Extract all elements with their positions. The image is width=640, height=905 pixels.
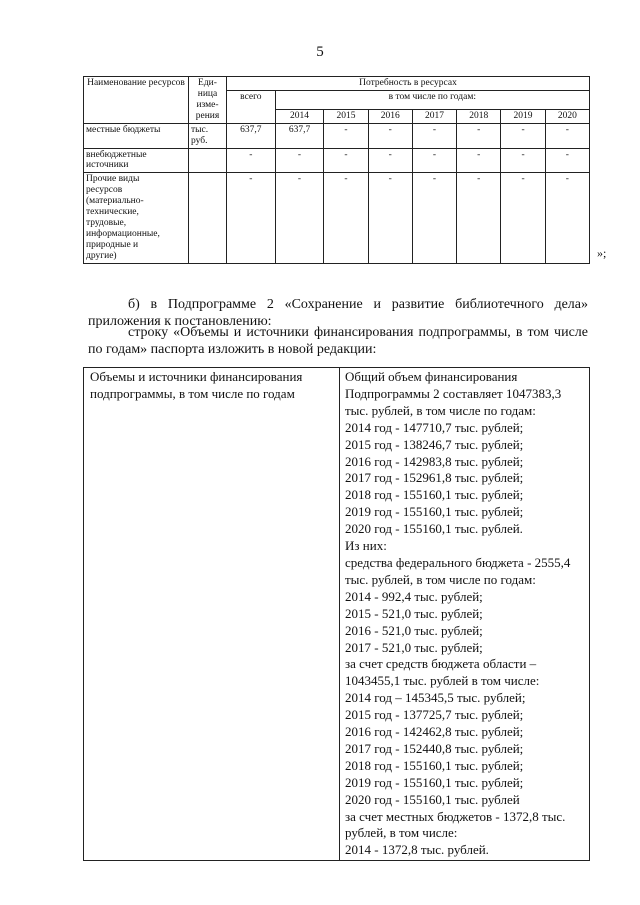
row-unit-cell	[189, 148, 227, 173]
financing-line: 2020 год - 155160,1 тыс. рублей.	[345, 521, 523, 537]
financing-line: 2014 год - 147710,7 тыс. рублей;	[345, 419, 524, 435]
financing-line: 2016 - 521,0 тыс. рублей;	[345, 622, 483, 638]
financing-line: 2014 год – 145345,5 тыс. рублей;	[345, 690, 526, 706]
financing-line: 2016 год - 142983,8 тыс. рублей;	[345, 453, 524, 469]
financing-label-cell: Объемы и источники финансирования подпрограммы, в том числе по годам	[84, 368, 340, 861]
financing-line: 2015 год - 137725,7 тыс. рублей;	[345, 707, 524, 723]
row-name-line: природные и	[86, 239, 139, 250]
financing-line: Общий объем финансирования	[345, 369, 518, 384]
financing-line: 2018 год - 155160,1 тыс. рублей;	[345, 757, 524, 773]
closing-quote: »;	[597, 246, 607, 260]
row-year-cell: -	[324, 123, 368, 148]
row-name-line: технические,	[86, 207, 139, 218]
paragraph-c: строку «Объемы и источники финансирования подпрограммы, в том числе по годам» паспорта изложить в новой редакции:	[88, 325, 588, 357]
row-year-cell: -	[457, 123, 501, 148]
financing-line: тыс. рублей, в том числе по годам:	[345, 571, 536, 587]
financing-table	[83, 367, 590, 861]
row-name-line: информационные,	[86, 228, 160, 239]
financing-line: 2014 - 992,4 тыс. рублей;	[345, 588, 483, 604]
row-year-cell: -	[368, 173, 412, 263]
row-year-cell: -	[275, 173, 324, 263]
header-unit-line: изме-	[196, 99, 219, 110]
header-years-cell: в том числе по годам:	[275, 90, 589, 109]
row-name-line: трудовые,	[86, 218, 127, 229]
financing-line: 2020 год - 155160,1 тыс. рублей	[345, 791, 520, 807]
row-year-cell: -	[412, 123, 456, 148]
row-year-cell: -	[501, 173, 545, 263]
row-name-line: источники	[86, 160, 129, 171]
resource-needs-table	[83, 76, 590, 264]
header-need-cell: Потребность в ресурсах	[227, 77, 590, 91]
table-header-row	[84, 77, 590, 91]
header-year-cell: 2018	[457, 109, 501, 123]
row-name-line: внебюджетные	[86, 149, 147, 160]
row-year-cell: -	[545, 148, 589, 173]
row-year-cell: -	[412, 148, 456, 173]
financing-line: Из них:	[345, 538, 387, 554]
row-name-cell	[84, 148, 189, 173]
row-name-line: ресурсов	[86, 185, 123, 196]
row-year-cell: -	[501, 123, 545, 148]
row-year-cell: -	[501, 148, 545, 173]
header-year-cell: 2014	[275, 109, 324, 123]
header-unit-line: ница	[197, 88, 218, 99]
financing-line: Подпрограммы 2 составляет 1047383,3	[345, 385, 562, 401]
financing-line: 1043455,1 тыс. рублей в том числе:	[345, 673, 540, 689]
row-name-line: другие)	[86, 250, 117, 261]
financing-line: за счет местных бюджетов - 1372,8 тыс.	[345, 808, 566, 824]
financing-line: 2017 - 521,0 тыс. рублей;	[345, 639, 483, 655]
page-number: 5	[316, 44, 324, 60]
row-year-cell: 637,7	[275, 123, 324, 148]
header-year-cell: 2016	[368, 109, 412, 123]
financing-line: 2016 год - 142462,8 тыс. рублей;	[345, 724, 524, 740]
row-year-cell: -	[324, 173, 368, 263]
financing-line: 2019 год - 155160,1 тыс. рублей;	[345, 774, 524, 790]
header-unit-line: Еди-	[198, 78, 217, 88]
financing-line: 2017 год - 152961,8 тыс. рублей;	[345, 470, 524, 486]
paragraph-b: б) в Подпрограмме 2 «Сохранение и развитие библиотечного дела» приложения к постановлению:	[88, 297, 588, 329]
row-year-cell: -	[457, 148, 501, 173]
row-total-cell: -	[227, 173, 276, 263]
row-name-line: Прочие виды	[86, 174, 140, 185]
financing-line: 2015 - 521,0 тыс. рублей;	[345, 605, 483, 621]
financing-line: тыс. рублей, в том числе по годам:	[345, 402, 536, 418]
row-name-line: (материально-	[86, 196, 144, 207]
header-name-cell: Наименование ресурсов	[84, 77, 189, 124]
row-year-cell: -	[545, 173, 589, 263]
row-year-cell: -	[412, 173, 456, 263]
table-row	[84, 148, 590, 173]
financing-line: за счет средств бюджета области –	[345, 656, 537, 672]
row-name-line: местные бюджеты	[86, 124, 161, 135]
financing-line: 2018 год - 155160,1 тыс. рублей;	[345, 487, 524, 503]
header-unit-cell	[189, 77, 227, 124]
row-unit-line: тыс.	[191, 124, 209, 135]
row-unit-cell	[189, 123, 227, 148]
financing-value-cell	[340, 368, 590, 861]
financing-row	[84, 368, 590, 861]
financing-line: 2019 год - 155160,1 тыс. рублей;	[345, 504, 524, 520]
financing-line: 2015 год - 138246,7 тыс. рублей;	[345, 436, 524, 452]
row-unit-cell	[189, 173, 227, 263]
table-row	[84, 173, 590, 263]
financing-line: средства федерального бюджета - 2555,4	[345, 554, 571, 570]
row-name-cell	[84, 123, 189, 148]
financing-line: 2017 год - 152440,8 тыс. рублей;	[345, 740, 524, 756]
header-year-cell: 2015	[324, 109, 368, 123]
row-year-cell: -	[368, 148, 412, 173]
row-year-cell: -	[324, 148, 368, 173]
header-total-cell: всего	[227, 90, 276, 123]
row-year-cell: -	[545, 123, 589, 148]
table-row	[84, 123, 590, 148]
header-year-cell: 2020	[545, 109, 589, 123]
row-total-cell: 637,7	[227, 123, 276, 148]
financing-line: 2014 - 1372,8 тыс. рублей.	[345, 842, 489, 858]
row-unit-line: руб.	[191, 135, 208, 146]
row-year-cell: -	[275, 148, 324, 173]
row-year-cell: -	[457, 173, 501, 263]
row-name-cell	[84, 173, 189, 263]
header-year-cell: 2019	[501, 109, 545, 123]
row-year-cell: -	[368, 123, 412, 148]
header-year-cell: 2017	[412, 109, 456, 123]
row-total-cell: -	[227, 148, 276, 173]
header-unit-line: рения	[195, 110, 220, 121]
financing-line: рублей, в том числе:	[345, 825, 458, 841]
